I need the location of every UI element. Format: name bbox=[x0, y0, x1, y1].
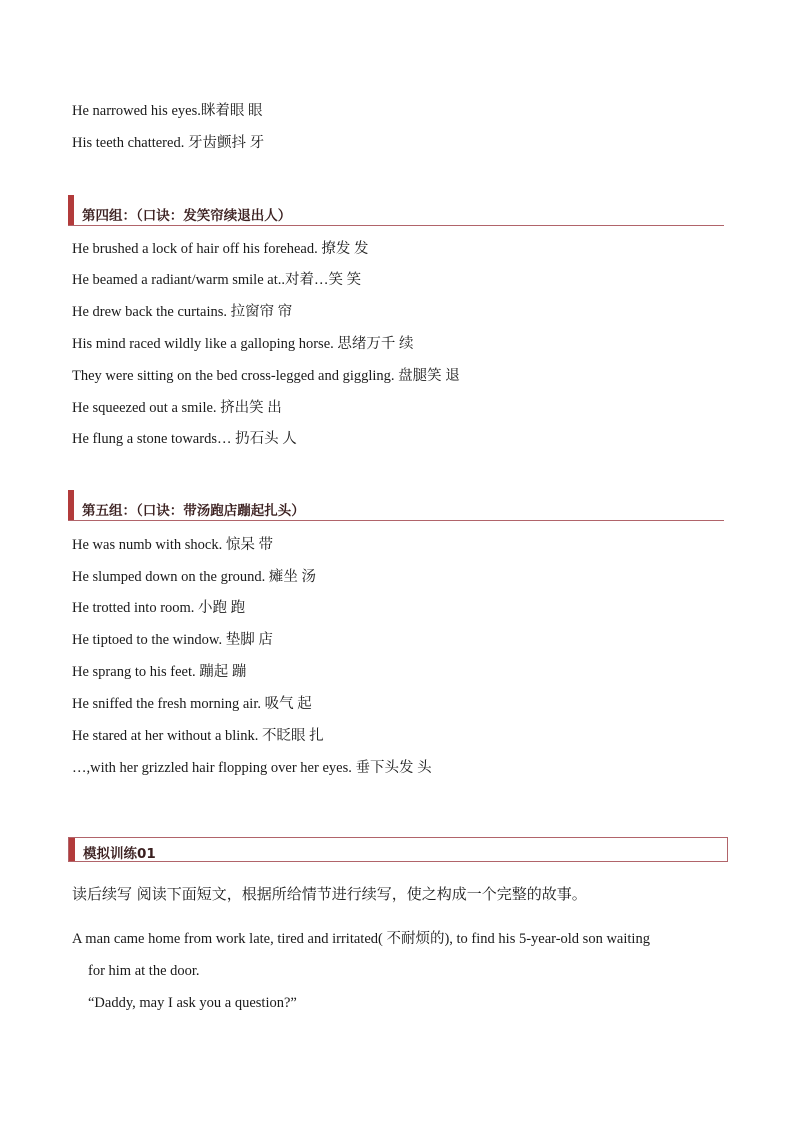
text-line: They were sitting on the bed cross-legged and giggling. 盘腿笑 退 bbox=[72, 368, 460, 384]
section-heading-group5 bbox=[68, 488, 724, 521]
text-line: He flung a stone towards… 扔石头 人 bbox=[72, 431, 297, 447]
story-line: A man came home from work late, tired and irritated( 不耐烦的), to find his 5-year-old son waiting bbox=[72, 931, 650, 947]
heading-accent-bar bbox=[69, 838, 75, 861]
text-line: He stared at her without a blink. 不眨眼 扎 bbox=[72, 728, 324, 744]
text-line: He narrowed his eyes.眯着眼 眼 bbox=[72, 103, 263, 119]
text-line: He sniffed the fresh morning air. 吸气 起 bbox=[72, 696, 312, 712]
text-line: …,with her grizzled hair flopping over her eyes. 垂下头发 头 bbox=[72, 760, 432, 776]
heading-accent-bar bbox=[68, 490, 74, 520]
text-line: He sprang to his feet. 蹦起 蹦 bbox=[72, 664, 247, 680]
exercise-instruction: 读后续写 阅读下面短文，根据所给情节进行续写，使之构成一个完整的故事。 bbox=[72, 885, 587, 903]
text-line: His teeth chattered. 牙齿颤抖 牙 bbox=[72, 135, 265, 151]
text-line: He squeezed out a smile. 挤出笑 出 bbox=[72, 400, 282, 416]
text-line: He drew back the curtains. 拉窗帘 帘 bbox=[72, 304, 293, 320]
section-title: 第四组：（口诀：发笑帘续退出人） bbox=[82, 208, 292, 224]
text-line: He was numb with shock. 惊呆 带 bbox=[72, 537, 273, 553]
heading-accent-bar bbox=[68, 195, 74, 225]
text-line: He tiptoed to the window. 垫脚 店 bbox=[72, 632, 273, 648]
exercise-heading bbox=[68, 837, 728, 862]
section-heading-group4 bbox=[68, 193, 724, 226]
exercise-title: 模拟训练01 bbox=[83, 846, 156, 862]
text-line: He brushed a lock of hair off his forehead. 撩发 发 bbox=[72, 241, 369, 257]
text-line: He slumped down on the ground. 瘫坐 汤 bbox=[72, 569, 317, 585]
text-line: He beamed a radiant/warm smile at..对着…笑 笑 bbox=[72, 272, 362, 288]
section-title: 第五组：（口诀：带汤跑店蹦起扎头） bbox=[82, 503, 305, 519]
story-line: for him at the door. bbox=[88, 963, 200, 979]
story-line: “Daddy, may I ask you a question?” bbox=[88, 995, 297, 1011]
text-line: His mind raced wildly like a galloping horse. 思绪万千 续 bbox=[72, 336, 414, 352]
text-line: He trotted into room. 小跑 跑 bbox=[72, 600, 246, 616]
